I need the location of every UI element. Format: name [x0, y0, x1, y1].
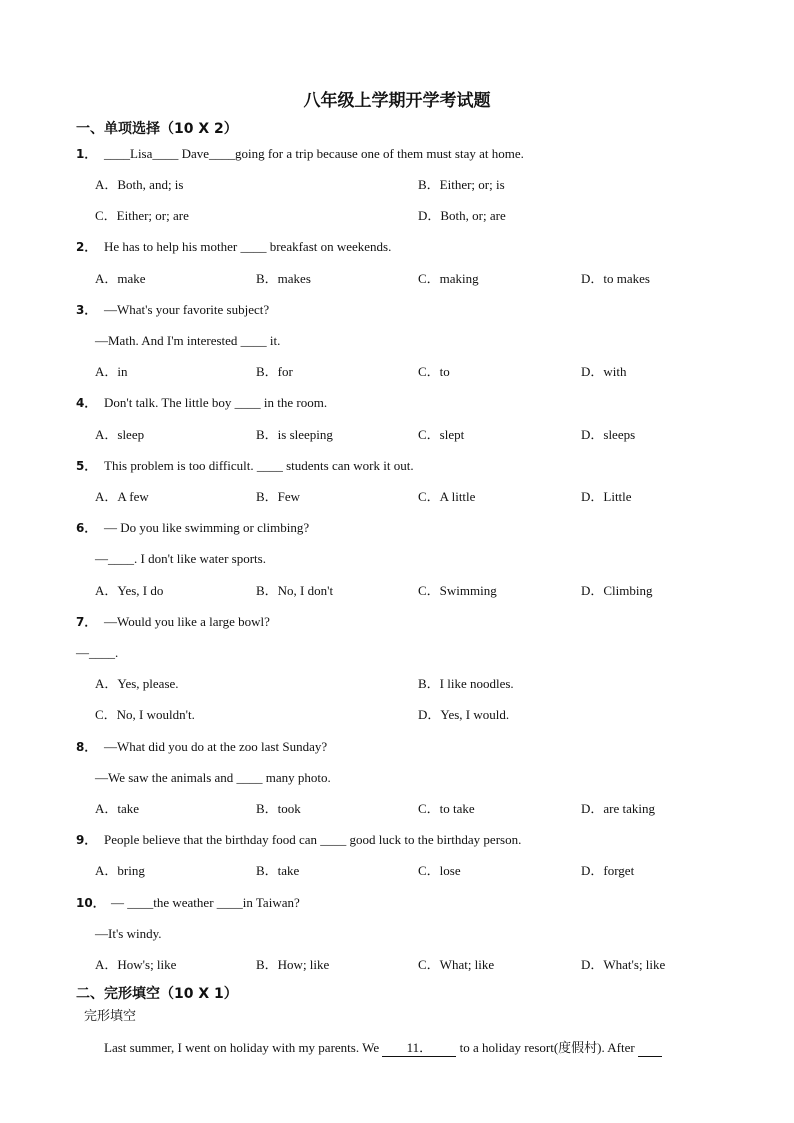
section-heading-2: 二、完形填空（10 X 1） [76, 986, 238, 1002]
blank-number: 11． [406, 1040, 433, 1055]
option-a[interactable]: A．bring [95, 863, 145, 878]
passage-text: Last summer, I went on holiday with my parents. We [104, 1040, 380, 1055]
option-c[interactable]: C．slept [418, 427, 465, 442]
option-a[interactable]: A．How's; like [95, 957, 177, 972]
option-c[interactable]: C．to [418, 364, 450, 379]
option-d[interactable]: D．forget [581, 863, 635, 878]
option-c[interactable]: C．to take [418, 801, 475, 816]
question-text: —What's your favorite subject? [104, 302, 270, 317]
option-c[interactable]: C．making [418, 271, 479, 286]
option-a[interactable]: A．Yes, please. [95, 676, 179, 691]
question-number: 7． [76, 615, 97, 629]
option-a[interactable]: A．in [95, 364, 128, 379]
option-b[interactable]: B．No, I don't [256, 583, 334, 598]
option-a[interactable]: A．A few [95, 489, 149, 504]
option-c[interactable]: C．A little [418, 489, 476, 504]
option-b[interactable]: B．is sleeping [256, 427, 333, 442]
question-number: 6． [76, 521, 97, 535]
question-subline: —____. I don't like water sports. [95, 551, 266, 566]
question-text: —What did you do at the zoo last Sunday? [104, 739, 328, 754]
question-number: 9． [76, 833, 97, 847]
option-a[interactable]: A．Yes, I do [95, 583, 164, 598]
option-d[interactable]: D．sleeps [581, 427, 636, 442]
option-c[interactable]: C．Swimming [418, 583, 497, 598]
question-number: 1． [76, 147, 97, 161]
option-b[interactable]: B．makes [256, 271, 311, 286]
question-text: This problem is too difficult. ____ students can work it out. [104, 458, 414, 473]
option-d[interactable]: D．Little [581, 489, 632, 504]
option-a[interactable]: A．take [95, 801, 140, 816]
option-d[interactable]: D．Climbing [581, 583, 653, 598]
question-subline: —____. [76, 645, 119, 660]
cloze-label: 完形填空 [84, 1009, 137, 1024]
question-text: ____Lisa____ Dave____going for a trip because one of them must stay at home. [104, 146, 524, 161]
option-c[interactable]: C．No, I wouldn't. [95, 707, 195, 722]
option-d[interactable]: D．are taking [581, 801, 656, 816]
option-b[interactable]: B．for [256, 364, 293, 379]
option-b[interactable]: B．Either; or; is [418, 177, 505, 192]
question-subline: —Math. And I'm interested ____ it. [95, 333, 281, 348]
option-a[interactable]: A．sleep [95, 427, 145, 442]
option-b[interactable]: B．I like noodles. [418, 676, 514, 691]
option-a[interactable]: A．make [95, 271, 146, 286]
question-text: People believe that the birthday food can ____ good luck to the birthday person. [104, 832, 522, 847]
question-number: 4． [76, 396, 97, 410]
blank-12[interactable] [638, 1040, 662, 1057]
question-number: 10． [76, 896, 105, 910]
option-d[interactable]: D．Yes, I would. [418, 707, 510, 722]
question-text: Don't talk. The little boy ____ in the room. [104, 395, 328, 410]
option-d[interactable]: D．Both, or; are [418, 208, 506, 223]
section-heading-1: 一、单项选择（10 X 2） [76, 121, 238, 137]
page-title: 八年级上学期开学考试题 [303, 91, 491, 111]
blank-11[interactable] [382, 1040, 456, 1057]
question-text: He has to help his mother ____ breakfast on weekends. [104, 239, 392, 254]
question-number: 3． [76, 303, 97, 317]
option-c[interactable]: C．lose [418, 863, 461, 878]
option-c[interactable]: C．What; like [418, 957, 495, 972]
option-d[interactable]: D．with [581, 364, 627, 379]
passage-text-cont: to a holiday resort(度假村). After [459, 1040, 635, 1055]
option-b[interactable]: B．Few [256, 489, 301, 504]
question-number: 2． [76, 240, 97, 254]
option-b[interactable]: B．took [256, 801, 301, 816]
question-text: —Would you like a large bowl? [104, 614, 270, 629]
question-text: — Do you like swimming or climbing? [104, 520, 310, 535]
option-a[interactable]: A．Both, and; is [95, 177, 184, 192]
question-subline: —It's windy. [95, 926, 162, 941]
option-b[interactable]: B．take [256, 863, 300, 878]
question-text: — ____the weather ____in Taiwan? [111, 895, 300, 910]
option-d[interactable]: D．What's; like [581, 957, 666, 972]
option-c[interactable]: C．Either; or; are [95, 208, 189, 223]
question-number: 8． [76, 740, 97, 754]
question-number: 5． [76, 459, 97, 473]
question-subline: —We saw the animals and ____ many photo. [95, 770, 331, 785]
option-d[interactable]: D．to makes [581, 271, 650, 286]
option-b[interactable]: B．How; like [256, 957, 330, 972]
cloze-passage [104, 1040, 662, 1057]
